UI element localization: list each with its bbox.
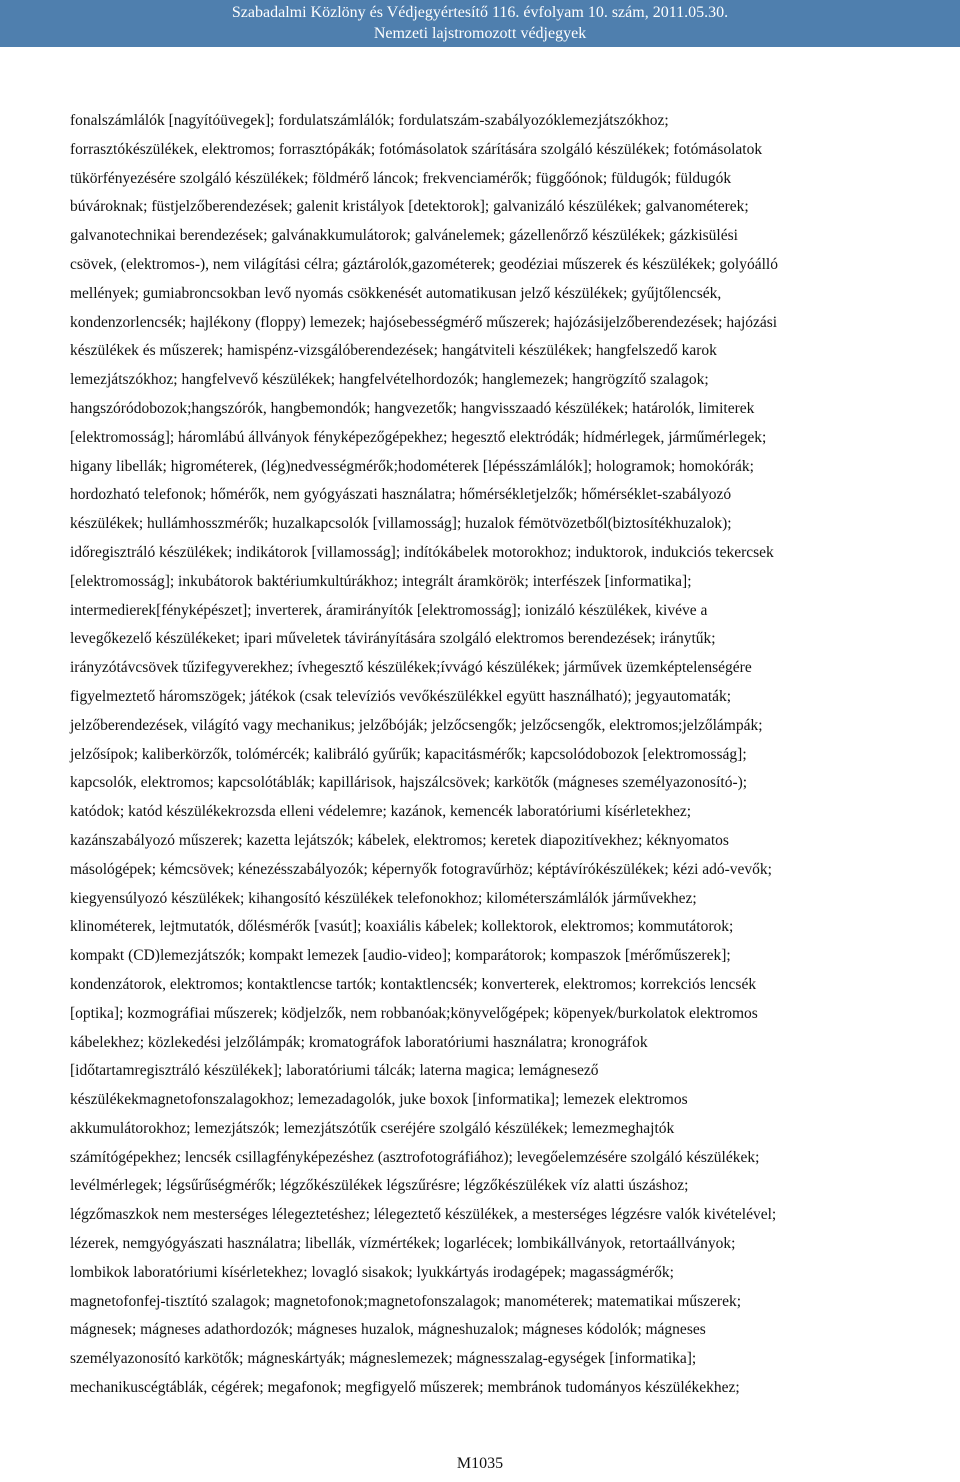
text-line: légzőmaszkok nem mesterséges lélegeztetéshez; lélegeztető készülékek, a mesterséges légzésre valók kivételével; xyxy=(70,1206,777,1224)
text-line: kompakt (CD)lemezjátszók; kompakt lemezek [audio-video]; komparátorok; kompaszok [mérőműszerek]; xyxy=(70,947,731,965)
text-line: intermedierek[fényképészet]; inverterek, áramirányítók [elektromosság]; ionizáló készülékek, kivéve a xyxy=(70,601,708,619)
text-line: higany libellák; higrométerek, (lég)nedvességmérők;hodométerek [lépésszámlálók]; hologramok; homokórák; xyxy=(70,457,754,475)
journal-header xyxy=(0,0,960,47)
text-line: [optika]; kozmográfiai műszerek; ködjelzők, nem robbanóak;könyvelőgépek; köpenyek/burkolatok elektromos xyxy=(70,1004,758,1022)
page-number: M1035 xyxy=(456,1455,504,1472)
text-line: készülékekmagnetofonszalagokhoz; lemezadagolók, juke boxok [informatika]; lemezek elektromos xyxy=(70,1091,688,1109)
journal-title: Szabadalmi Közlöny és Védjegyértesítő 116. évfolyam 10. szám, 2011.05.30. xyxy=(231,4,729,21)
text-line: levélmérlegek; légsűrűségmérők; légzőkészülékek légszűrésre; légzőkészülékek víz alatti úszáshoz; xyxy=(70,1177,689,1195)
text-line: személyazonosító karkötők; mágneskártyák; mágneslemezek; mágnesszalag-egységek [informatika]; xyxy=(70,1350,697,1368)
text-line: klinométerek, lejtmutatók, dőlésmérők [vasút]; koaxiális kábelek; kollektorok, elektromos; kommutátorok; xyxy=(70,918,734,936)
text-line: kondenzorlencsék; hajlékony (floppy) lemezek; hajósebességmérő műszerek; hajózásijelzőberendezések; hajózási xyxy=(70,313,778,331)
text-line: kábelekhez; közlekedési jelzőlámpák; kromatográfok laboratóriumi használatra; kronográfok xyxy=(70,1033,648,1051)
text-line: csövek, (elektromos-), nem világítási célra; gáztárolók,gazométerek; geodéziai műszerek és készülékek; golyóálló xyxy=(70,255,778,273)
text-line: mechanikuscégtáblák, cégérek; megafonok; megfigyelő műszerek; membránok tudományos készülékekhez; xyxy=(70,1379,740,1397)
text-line: katódok; katód készülékekrozsda elleni védelemre; kazánok, kemencék laboratóriumi kísérletekhez; xyxy=(70,803,692,821)
text-line: kondenzátorok, elektromos; kontaktlencse tartók; kontaktlencsék; konverterek, elektromos; korrekciós lencsék xyxy=(70,975,757,993)
text-line: kiegyensúlyozó készülékek; kihangosító készülékek telefonokhoz; kilométerszámlálók járművekhez; xyxy=(70,889,697,907)
text-line: hangszóródobozok;hangszórók, hangbemondók; hangvezetők; hangvisszaadó készülékek; határolók, limiterek xyxy=(70,399,755,417)
section-title: Nemzeti lajstromozott védjegyek xyxy=(373,25,587,42)
text-line: tükörfényezésére szolgáló készülékek; földmérő láncok; frekvenciamérők; függőónok; füldugók; füldugók xyxy=(70,169,732,187)
text-line: galvanotechnikai berendezések; galvánakkumulátorok; galvánelemek; gázellenőrző készülékek; gázkisülési xyxy=(70,227,738,245)
text-line: akkumulátorokhoz; lemezjátszók; lemezjátszótűk cseréjére szolgáló készülékek; lemezmeghajtók xyxy=(70,1119,675,1137)
text-line: fonalszámlálók [nagyítóüvegek]; fordulatszámlálók; fordulatszám-szabályozóklemezjátszókhoz; xyxy=(70,112,669,129)
text-line: számítógépekhez; lencsék csillagfényképezéshez (asztrofotográfiához); levegőelemzésére szolgáló készülékek; xyxy=(70,1148,760,1166)
text-line: magnetofonfej-tisztító szalagok; magnetofonok;magnetofonszalagok; manométerek; matematikai műszerek; xyxy=(70,1292,742,1310)
text-line: mágnesek; mágneses adathordozók; mágneses huzalok, mágneshuzalok; mágneses kódolók; mágneses xyxy=(70,1321,706,1339)
text-line: [elektromosság]; inkubátorok baktériumkultúrákhoz; integrált áramkörök; interfészek [informatika]; xyxy=(70,572,692,590)
text-line: jelzősípok; kaliberkörzők, tolómércék; kalibráló gyűrűk; kapacitásmérők; kapcsolódobozok [elektromosság]; xyxy=(70,745,747,763)
text-line: figyelmeztető háromszögek; játékok (csak televíziós vevőkészülékkel együtt használható); jegyautomaták; xyxy=(70,687,732,705)
text-line: levegőkezelő készülékeket; ipari műveletek távirányítására szolgáló elektromos berendezések; iránytűk; xyxy=(70,630,716,648)
text-line: lombikok laboratóriumi kísérletekhez; lovagló sisakok; lyukkártyás irodagépek; magasságmérők; xyxy=(70,1263,674,1281)
text-line: [elektromosság]; háromlábú állványok fényképezőgépekhez; hegesztő elektródák; hídmérlegek, járműmérlegek; xyxy=(70,428,767,446)
text-line: [időtartamregisztráló készülékek]; laboratóriumi tálcák; laterna magica; lemágnesező xyxy=(70,1062,599,1080)
text-line: jelzőberendezések, világító vagy mechanikus; jelzőbóják; jelzőcsengők; jelzőcsengők, elektromos;jelzőlámpák; xyxy=(70,716,763,734)
text-line: mellények; gumiabroncsokban levő nyomás csökkenését automatikusan jelző készülékek; gyűjtőlencsék, xyxy=(70,284,722,302)
text-line: lézerek, nemgyógyászati használatra; libellák, vízmértékek; logarlécek; lombikállványok, retortaállványok; xyxy=(70,1235,736,1253)
text-line: lemezjátszókhoz; hangfelvevő készülékek; hangfelvételhordozók; hanglemezek; hangrögzítő szalagok; xyxy=(70,371,709,389)
text-line: másológépek; kémcsövek; kénezésszabályozók; képernyők fotogravűrhöz; képtávírókészülékek; kézi adó-vevők; xyxy=(70,860,772,878)
text-line: készülékek; hullámhosszmérők; huzalkapcsolók [villamosság]; huzalok fémötvözetből(biztosítékhuzalok); xyxy=(70,515,732,533)
text-line: kapcsolók, elektromos; kapcsolótáblák; kapillárisok, hajszálcsövek; karkötők (mágneses személyazonosító-); xyxy=(70,774,748,792)
text-line: irányzótávcsövek tűzifegyverekhez; ívhegesztő készülékek;ívvágó készülékek; járművek üzemképtelenségére xyxy=(70,659,752,677)
text-line: forrasztókészülékek, elektromos; forrasztópákák; fotómásolatok szárítására szolgáló készülékek; fotómásolatok xyxy=(70,140,763,158)
text-line: kazánszabályozó műszerek; kazetta lejátszók; kábelek, elektromos; keretek diapozitívekhez; kéknyomatos xyxy=(70,831,729,849)
text-line: búvároknak; füstjelzőberendezések; galenit kristályok [detektorok]; galvanizáló készülékek; galvanométerek; xyxy=(70,198,749,216)
text-line: hordozható telefonok; hőmérők, nem gyógyászati használatra; hőmérsékletjelzők; hőmérséklet-szabályozó xyxy=(70,486,732,504)
text-line: időregisztráló készülékek; indikátorok [villamosság]; indítókábelek motorokhoz; induktorok, indukciós tekercsek xyxy=(70,543,774,561)
text-line: készülékek és műszerek; hamispénz-vizsgálóberendezések; hangátviteli készülékek; hangfelszedő karok xyxy=(70,342,717,360)
goods-list-text xyxy=(70,107,910,1403)
